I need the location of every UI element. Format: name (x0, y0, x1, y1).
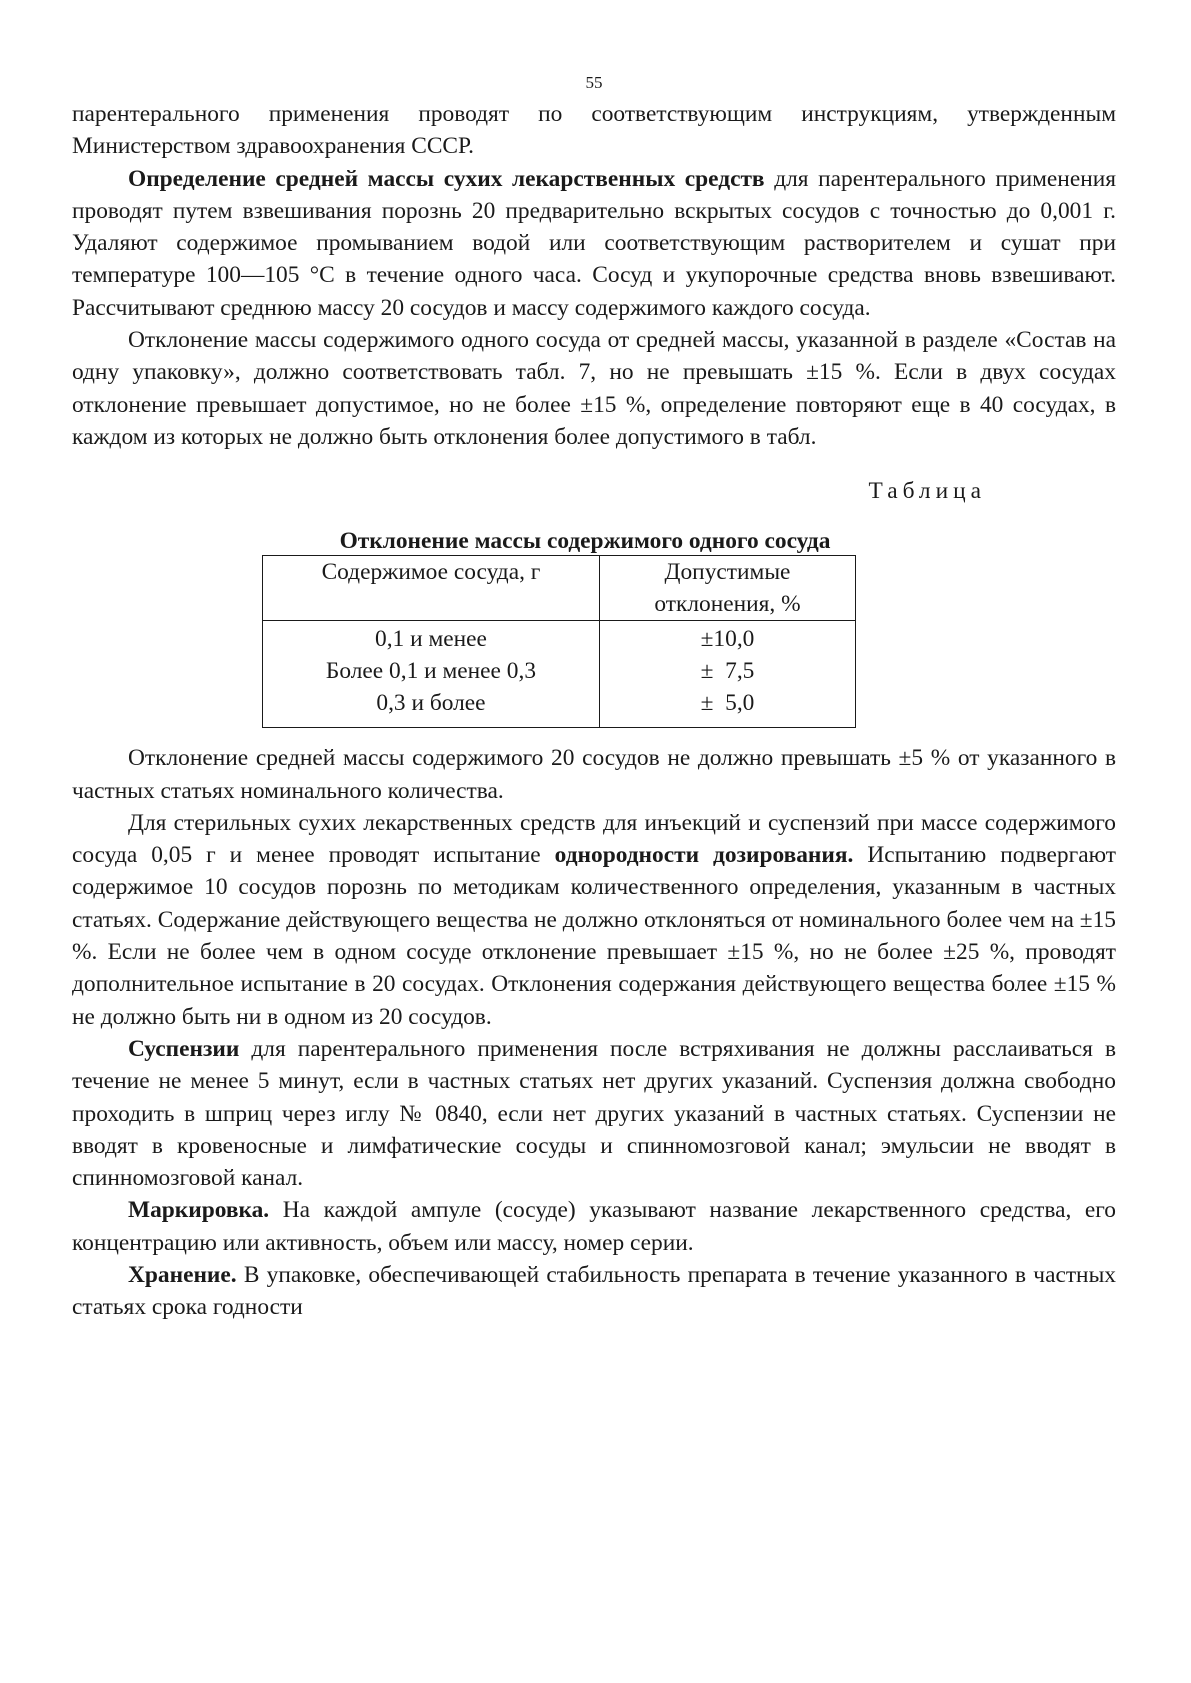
paragraph-uniformity-text: Испытанию подвергают содержимое 10 сосудов порознь по методикам количественного определения, указанным в частных статьях. Содержание действующего вещества не должно отклоняться от номинального более чем на ±15 %. Если не более чем в одном сосуде отклонение превышает ±15 %, но не более ±25 %, проводят дополнительное испытание в 20 сосудах. Отклонения содержания действующего вещества более ±15 % не должно быть ни в одном из 20 сосудов. (72, 842, 1116, 1030)
paragraph-average-mass (72, 163, 1116, 324)
paragraph-average-deviation-text: Отклонение средней массы содержимого 20 сосудов не должно превышать ±5 % от указанного в частных статьях номинального количества. (72, 745, 1116, 804)
paragraph-labeling-text: На каждой ампуле (сосуде) указывают название лекарственного средства, его концентрацию или активность, объем или массу, номер серии. (72, 1197, 1116, 1256)
deviation-table (262, 555, 856, 728)
table-header-deviation: Допустимые отклонения, % (599, 556, 855, 621)
paragraph-uniformity (72, 807, 1116, 1033)
term-average-mass: Определение средней массы сухих лекарственных средств (128, 165, 765, 192)
document-page (72, 68, 1116, 1324)
paragraph-labeling (72, 1194, 1116, 1259)
table-row (263, 621, 856, 728)
table-caption: Таблица (868, 478, 986, 505)
term-storage: Хранение. (128, 1262, 237, 1289)
paragraph-average-deviation (72, 742, 1116, 807)
paragraph-storage-text: В упаковке, обеспечивающей стабильность препарата в течение указанного в частных статьях срока годности (72, 1262, 1116, 1321)
page-number: 55 (585, 73, 603, 92)
paragraph-storage (72, 1259, 1116, 1324)
table-cell-deviation (599, 621, 855, 728)
paragraph-intro-text: парентерального применения проводят по соответствующим инструкциям, утвержденным Министерством здравоохранения СССР. (72, 101, 1116, 160)
deviation-value-1: ±10,0 (700, 626, 755, 653)
table-cell-content (263, 621, 600, 728)
deviation-value-3: ± 5,0 (700, 690, 755, 717)
content-value-3: 0,3 и более (376, 690, 486, 717)
paragraph-deviation-text: Отклонение массы содержимого одного сосуда от средней массы, указанной в разделе «Состав на одну упаковку», должно соответствовать табл. 7, но не превышать ±15 %. Если в двух сосудах отклонение превышает допустимое, но не более ±15 %, определение повторяют еще в 40 сосудах, в каждом из которых не должно быть отклонения более допустимого в табл. (72, 327, 1116, 450)
content-value-2: Более 0,1 и менее 0,3 (325, 658, 537, 685)
paragraph-suspensions-text: для парентерального применения после встряхивания не должны расслаиваться в течение не менее 5 минут, если в частных статьях нет других указаний. Суспензия должна свободно проходить в шприц через иглу № 0840, если нет других указаний в частных статьях. Суспензии не вводят в кровеносные и лимфатические сосуды и спинномозговой канал; эмульсии не вводят в спинномозговой канал. (72, 1035, 1116, 1192)
table-header-row (263, 556, 856, 621)
paragraph-intro (72, 98, 1116, 163)
table-header-content: Содержимое сосуда, г (263, 556, 600, 621)
deviation-value-2: ± 7,5 (700, 658, 755, 685)
spacer (72, 728, 1116, 742)
paragraph-deviation (72, 324, 1116, 453)
term-suspensions: Суспензии (128, 1035, 240, 1062)
table-title: Отклонение массы содержимого одного сосуда (339, 528, 831, 555)
content-value-1: 0,1 и менее (375, 626, 487, 653)
paragraph-average-mass-text: для парентерального применения проводят путем взвешивания порознь 20 предварительно вскрытых сосудов с точностью до 0,001 г. Удаляют содержимое промыванием водой или соответствующим растворителем и сушат при температуре 100—105 °С в течение одного часа. Сосуд и укупорочные средства вновь взвешивают. Рассчитывают среднюю массу 20 сосудов и массу содержимого каждого сосуда. (72, 165, 1116, 321)
paragraph-uniformity-start: Для стерильных сухих лекарственных средств для инъекций и суспензий при массе содержимого сосуда 0,05 г и менее проводят испытание (72, 809, 1116, 869)
term-labeling: Маркировка. (128, 1197, 270, 1224)
paragraph-suspensions (72, 1033, 1116, 1194)
term-uniformity: однородности дозирования. (554, 842, 854, 869)
